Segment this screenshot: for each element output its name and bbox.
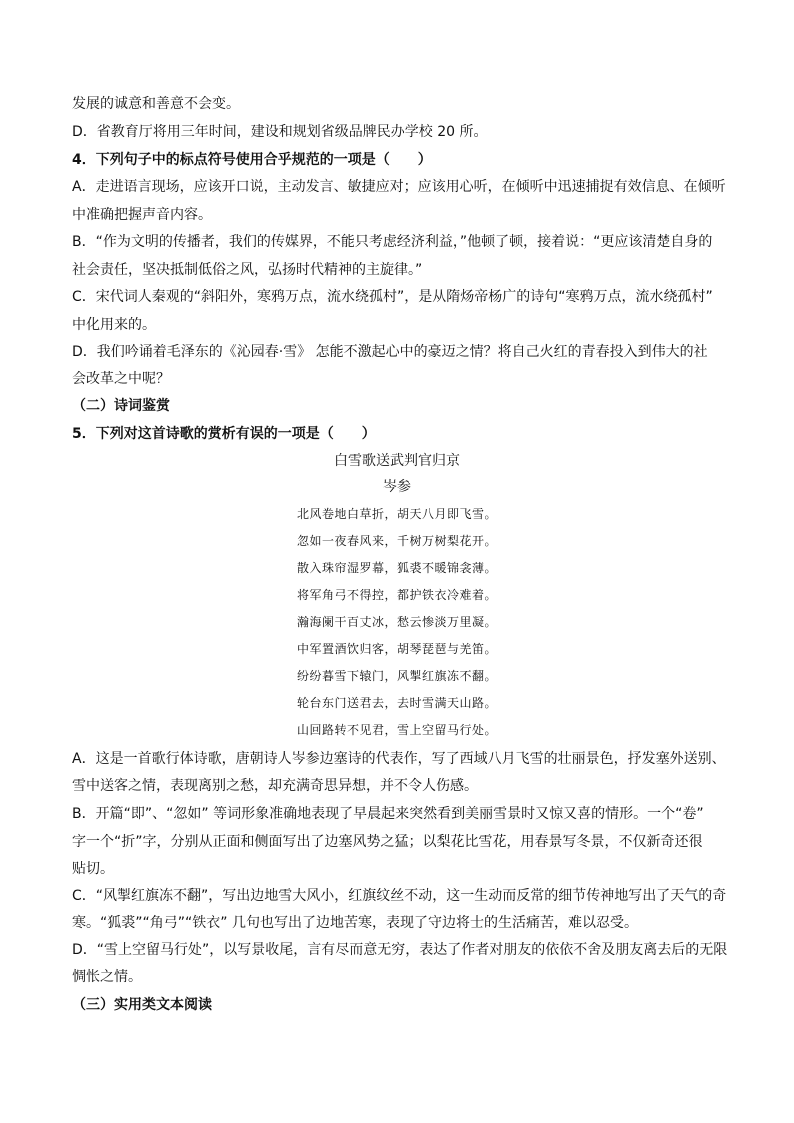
option-b-q4: B．“作为文明的传播者，我们的传媒界，不能只考虑经济利益，”他顿了顿，接着说：“更应该清楚自身的 [72,234,713,250]
option-d-q3: D．省教育厅将用三年时间，建设和规划省级品牌民办学校 20 所。 [72,124,488,140]
section-heading-poetry: （二）诗词鉴赏 [72,398,170,414]
poem-line: 中军置酒饮归客，胡琴琵琶与羌笛。 [296,642,497,656]
poem-line: 纷纷暮雪下辕门，风掣红旗冻不翻。 [296,669,497,683]
text-line: 雪中送客之情，表现离别之愁，却充满奇思异想，并不令人伤感。 [72,778,478,794]
poem-title: 白雪歌送武判官归京 [334,453,460,469]
text-line: 贴切。 [72,861,114,877]
poem-line: 北风卷地白草折，胡天八月即飞雪。 [296,507,497,521]
option-d-q5: D．“雪上空留马行处”，以写景收尾，言有尽而意无穷，表达了作者对朋友的依依不舍及朋友离去后的无限 [72,942,728,958]
text-line: 惆怅之情。 [72,969,142,985]
text-line: 中化用来的。 [72,317,156,333]
text-line: 会改革之中呢？ [72,371,170,387]
option-a-q4: A．走进语言现场，应该开口说，主动发言、敏捷应对；应该用心听，在倾听中迅速捕捉有效信息、在倾听 [72,179,726,195]
text-line: 字一个“折”字，分别从正面和侧面写出了边塞风势之猛；以梨花比雪花，用春景写冬景，不仅新奇还很 [72,834,703,850]
poem-line: 散入珠帘湿罗幕，狐裘不暖锦衾薄。 [296,561,497,575]
poem-line: 山回路转不见君，雪上空留马行处。 [296,723,497,737]
option-c-q4: C．宋代词人秦观的“斜阳外，寒鸦万点，流水绕孤村”，是从隋炀帝杨广的诗句“寒鸦万点，流水绕孤村” [72,289,713,305]
option-b-q5: B．开篇“即”、“忽如” 等词形象准确地表现了早晨起来突然看到美丽雪景时又惊又喜的情形。一个“卷” [72,806,704,822]
option-a-q5: A．这是一首歌行体诗歌，唐朝诗人岑参边塞诗的代表作，写了西域八月飞雪的壮丽景色，抒发塞外送别、 [72,751,726,767]
option-d-q4: D．我们吟诵着毛泽东的《沁园春·雪》 怎能不激起心中的豪迈之情？将自己火红的青春投入到伟大的社 [72,344,708,360]
text-line: 中准确把握声音内容。 [72,207,212,223]
section-heading-practical: （三）实用类文本阅读 [72,997,212,1013]
poem-author: 岑参 [383,479,411,495]
text-line: 发展的诚意和善意不会变。 [72,96,240,112]
poem-line: 瀚海阑干百丈冰，愁云惨淡万里凝。 [296,615,497,629]
question-4: 4．下列句子中的标点符号使用合乎规范的一项是（ ） [72,152,432,168]
question-5: 5．下列对这首诗歌的赏析有误的一项是（ ） [72,426,376,442]
poem-line: 轮台东门送君去，去时雪满天山路。 [296,696,497,710]
text-line: 社会责任，坚决抵制低俗之风，弘扬时代精神的主旋律。” [72,262,423,278]
poem-line: 将军角弓不得控，都护铁衣冷难着。 [296,588,497,602]
option-c-q5: C．“风掣红旗冻不翻”，写出边地雪大风小，红旗纹丝不动，这一生动而反常的细节传神地写出了天气的奇 [72,888,727,904]
text-line: 寒。“狐裘”“角弓”“铁衣” 几句也写出了边地苦寒，表现了守边将士的生活痛苦，难以忍受。 [72,915,638,931]
poem-line: 忽如一夜春风来，千树万树梨花开。 [296,534,497,548]
